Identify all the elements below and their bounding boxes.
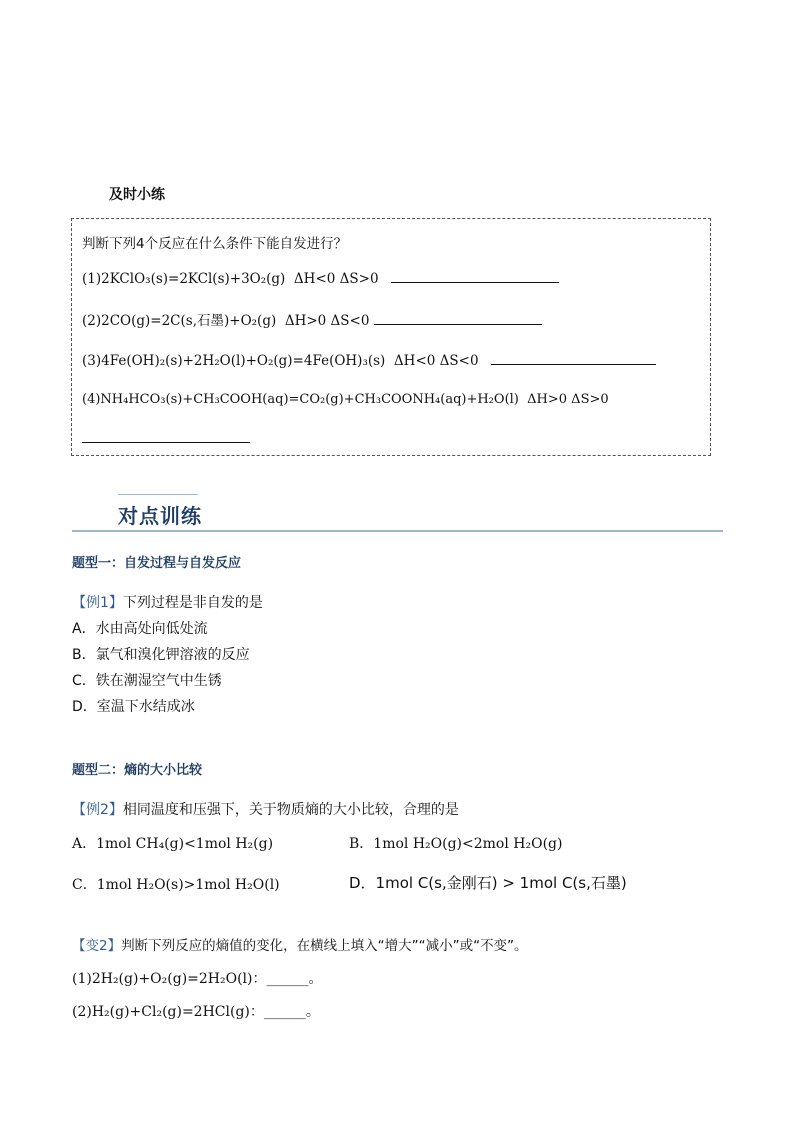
- example1-stem: 下列过程是非自发的是: [122, 595, 263, 611]
- section-title-overline: [118, 494, 198, 495]
- practice-title: 及时小练: [109, 187, 165, 203]
- q4-number: (4): [82, 392, 101, 407]
- example1-stem-row: [72, 592, 263, 612]
- practice-q1: [82, 268, 559, 287]
- q4-answer-row: [82, 428, 250, 447]
- practice-q3: [82, 350, 656, 369]
- variant2-q1: (1)2H₂(g)+O₂(g)=2H₂O(l)：______。: [72, 971, 323, 987]
- practice-box: [71, 218, 711, 456]
- practice-q4: [82, 392, 609, 407]
- example1-option-d: D．室温下水结成冰: [72, 699, 195, 715]
- variant2-stem: 判断下列反应的熵值的变化，在横线上填入“增大”“减小”或“不变”。: [121, 938, 528, 954]
- q4-equation: NH₄HCO₃(s)+CH₃COOH(aq)=CO₂(g)+CH₃COONH₄(aq)+H₂O(l): [100, 392, 519, 407]
- q2-condition: ΔH>0 ΔS<0: [284, 313, 370, 329]
- q4-answer-blank[interactable]: [82, 428, 250, 443]
- q2-number: (2): [82, 313, 102, 329]
- example2-stem-row: [72, 799, 459, 819]
- q3-equation: 4Fe(OH)₂(s)+2H₂O(l)+O₂(g)=4Fe(OH)₃(s): [101, 353, 386, 369]
- section-divider: [72, 530, 723, 532]
- q4-condition: ΔH>0 ΔS>0: [527, 392, 609, 407]
- example1-label: 【例1】: [72, 595, 123, 611]
- practice-q2: [82, 309, 542, 329]
- example1-option-a: A．水由高处向低处流: [72, 621, 208, 637]
- q1-answer-blank[interactable]: [391, 268, 559, 283]
- variant2-label: 【变2】: [72, 938, 122, 954]
- example2-option-c: C．1mol H₂O(s)>1mol H₂O(l): [72, 877, 280, 893]
- type1-title: 题型一：自发过程与自发反应: [72, 556, 242, 571]
- example1-option-b: B．氯气和溴化钾溶液的反应: [72, 647, 250, 663]
- example2-label: 【例2】: [72, 802, 123, 818]
- example2-stem: 相同温度和压强下，关于物质熵的大小比较，合理的是: [122, 802, 459, 818]
- q1-condition: ΔH<0 ΔS>0: [293, 271, 379, 287]
- example2-option-a: A．1mol CH₄(g)<1mol H₂(g): [72, 836, 274, 852]
- q3-answer-blank[interactable]: [491, 350, 656, 365]
- example1-option-c: C．铁在潮湿空气中生锈: [72, 673, 222, 689]
- type2-title: 题型二：熵的大小比较: [72, 763, 203, 778]
- q2-answer-blank[interactable]: [374, 310, 542, 325]
- q3-condition: ΔH<0 ΔS<0: [393, 353, 479, 369]
- q3-number: (3): [82, 353, 102, 369]
- variant2-q2: (2)H₂(g)+Cl₂(g)=2HCl(g)：______。: [72, 1004, 320, 1020]
- q1-equation: 2KClO₃(s)=2KCl(s)+3O₂(g): [101, 271, 286, 287]
- variant2-stem-row: [72, 934, 528, 954]
- q2-equation: 2CO(g)=2C(s,石墨)+O₂(g): [101, 313, 277, 329]
- example2-option-d: D．1mol C(s,金刚石) > 1mol C(s,石墨): [349, 874, 627, 892]
- example2-option-b: B．1mol H₂O(g)<2mol H₂O(g): [349, 836, 563, 852]
- q1-number: (1): [82, 271, 102, 287]
- section-title: 对点训练: [118, 504, 202, 528]
- practice-prompt: 判断下列4个反应在什么条件下能自发进行？: [82, 236, 348, 252]
